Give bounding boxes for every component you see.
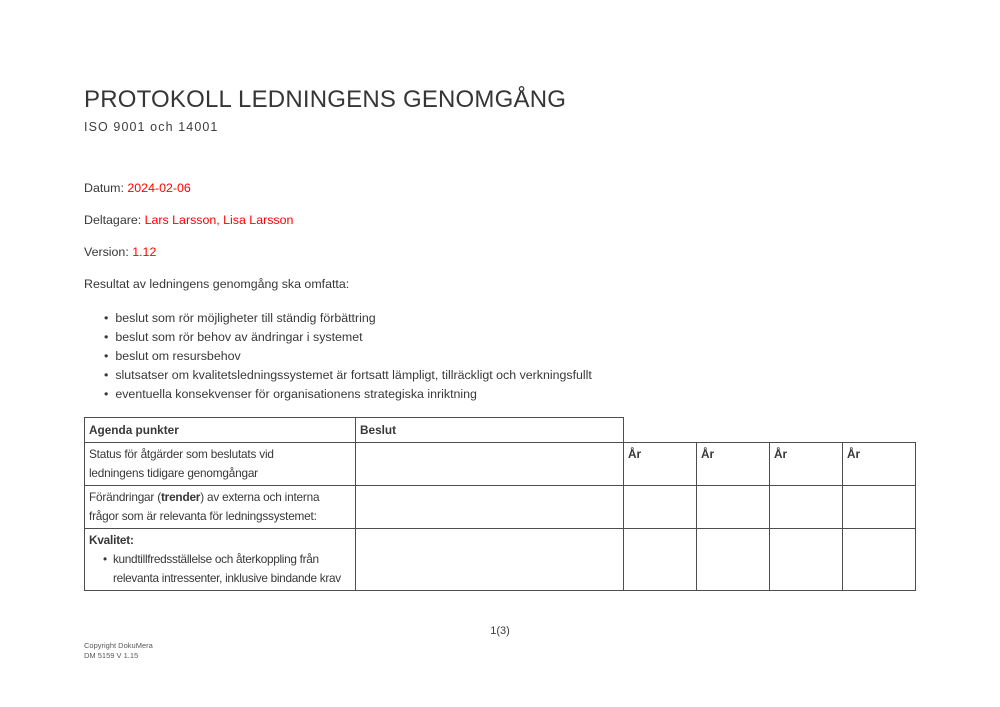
year-value-cell (770, 486, 843, 529)
agenda-kvalitet-bullet (89, 550, 351, 588)
list-item: • beslut om resursbehov (84, 347, 915, 366)
datum-value: 2024-02-06 (127, 181, 191, 195)
header-spacer-cell (697, 418, 770, 443)
deltagare-label: Deltagare: (84, 213, 145, 227)
document-content (84, 87, 915, 591)
year-value-cell (697, 529, 770, 591)
copyright-block (84, 641, 153, 660)
year-value-cell (843, 486, 916, 529)
copyright-line: Copyright DokuMera (84, 641, 153, 650)
document-id-line: DM 5159 V 1.15 (84, 650, 139, 660)
agenda-cell-forandringar (85, 486, 356, 529)
year-value-cell (624, 529, 697, 591)
meta-line-version (84, 245, 915, 260)
list-item: • beslut som rör behov av ändringar i systemet (84, 328, 915, 347)
beslut-cell (356, 486, 624, 529)
year-value-cell (624, 486, 697, 529)
list-item: • eventuella konsekvenser för organisationens strategiska inriktning (84, 385, 915, 404)
year-value-cell (697, 486, 770, 529)
year-value-cell (843, 529, 916, 591)
list-item: • slutsatser om kvalitetsledningssystemet är fortsatt lämpligt, tillräckligt och verkningsfullt (84, 366, 915, 385)
version-value: 1.12 (132, 245, 157, 259)
agenda-table (84, 417, 916, 591)
agenda-kvalitet-bullet-text: • kundtillfredsställelse och återkoppling från relevanta intressenter, inklusive bindande krav (112, 552, 341, 585)
document-subtitle: ISO 9001 och 14001 (84, 120, 219, 134)
year-cell: År (770, 443, 843, 486)
table-header-row (85, 418, 916, 443)
year-cell: År (624, 443, 697, 486)
agenda-text-bold: trender (160, 490, 201, 504)
header-spacer-cell (624, 418, 697, 443)
agenda-text-suffix: ) av externa och interna frågor som är relevanta för ledningssystemet: (89, 490, 320, 523)
header-cell-beslut: Beslut (356, 418, 624, 443)
agenda-cell-status: Status för åtgärder som beslutats vid ledningens tidigare genomgångar (85, 443, 356, 486)
beslut-cell (356, 443, 624, 486)
datum-label: Datum: (84, 181, 128, 195)
meta-block (84, 181, 915, 260)
bullet-list (84, 309, 915, 404)
year-value-cell (770, 529, 843, 591)
header-cell-agenda: Agenda punkter (85, 418, 356, 443)
meta-line-deltagare (84, 213, 915, 228)
year-cell: År (697, 443, 770, 486)
deltagare-value: Lars Larsson, Lisa Larsson (144, 213, 294, 227)
year-cell: År (843, 443, 916, 486)
table-row (85, 486, 916, 529)
meta-line-datum (84, 181, 915, 196)
page-number: 1(3) (490, 625, 510, 637)
table-row (85, 529, 916, 591)
list-item: • beslut som rör möjligheter till ständig förbättring (84, 309, 915, 328)
agenda-text-prefix: Förändringar ( (89, 490, 161, 504)
header-spacer-cell (770, 418, 843, 443)
agenda-kvalitet-label: Kvalitet: (89, 533, 134, 547)
version-label: Version: (84, 245, 133, 259)
header-spacer-cell (843, 418, 916, 443)
agenda-cell-kvalitet (85, 529, 356, 591)
document-title: PROTOKOLL LEDNINGENS GENOMGÅNG (84, 86, 567, 113)
intro-paragraph: Resultat av ledningens genomgång ska omfatta: (84, 277, 350, 291)
table-row (85, 443, 916, 486)
beslut-cell (356, 529, 624, 591)
